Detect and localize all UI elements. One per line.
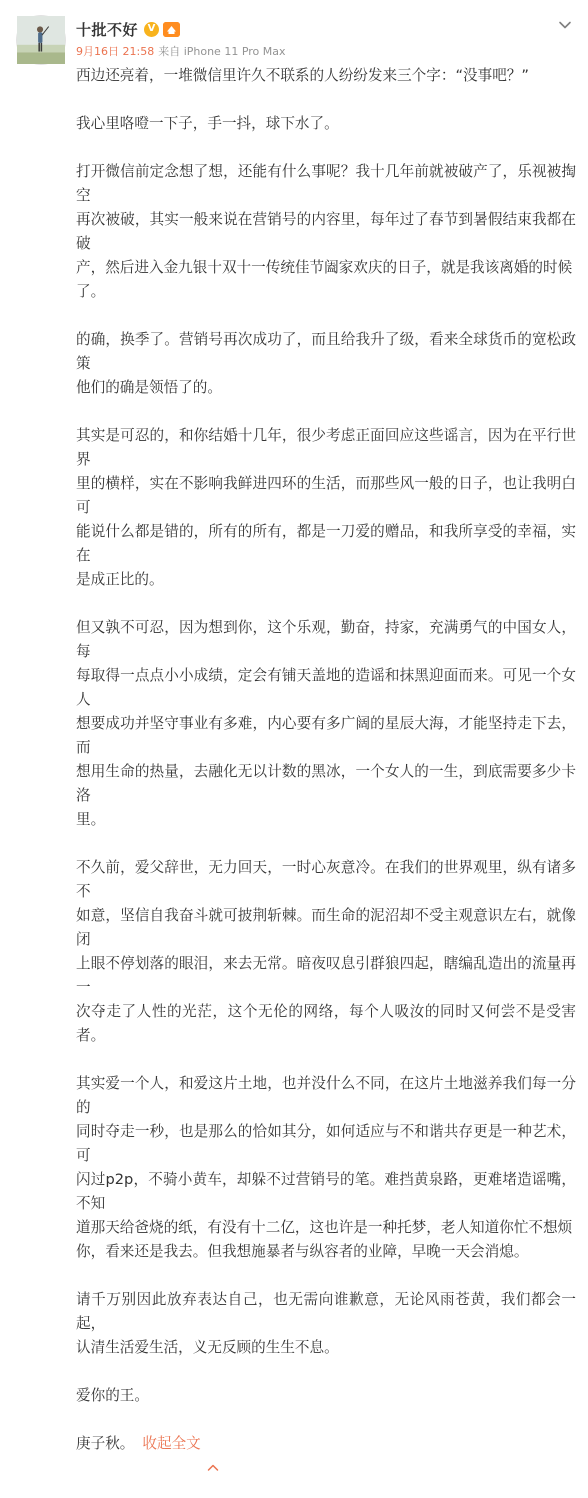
post-header xyxy=(0,0,588,66)
verified-badge-icon: V xyxy=(144,22,159,37)
author-name[interactable]: 十批不好 xyxy=(76,20,139,39)
post-meta xyxy=(76,43,286,59)
post-paragraph: 不久前，爱父辞世，无力回天，一时心灰意冷。在我们的世界观里，纵有诸多不 如意，坚信自我奋斗就可披荆斩棘。而生命的泥沼却不受主观意识左右，就像闭 上眼不停划落的眼泪，来去无常。暗夜叹息引群狼四起，瞎编乱造出的流量再一 次夺走了人性的光茫，这个无伦的网络，每个人吸汝的同时又何尝不是受害者。 xyxy=(76,859,576,1044)
author-row xyxy=(76,18,180,40)
post-paragraph: 西边还亮着，一堆微信里许久不联系的人纷纷发来三个字：“没事吧？” xyxy=(76,67,529,84)
chevron-down-icon[interactable] xyxy=(556,16,574,34)
chevron-up-icon[interactable] xyxy=(207,1438,219,1450)
post-body xyxy=(76,64,576,1456)
post-signoff: 庚子秋。 xyxy=(76,1435,135,1452)
collapse-button[interactable] xyxy=(142,1432,218,1456)
post-paragraph: 爱你的王。 xyxy=(76,1387,149,1404)
post-source: 来自 iPhone 11 Pro Max xyxy=(158,45,286,58)
post-paragraph: 但又孰不可忍，因为想到你，这个乐观，勤奋，持家，充满勇气的中国女人，每 每取得一点点小小成绩，定会有铺天盖地的造谣和抹黑迎面而来。可见一个女人 想要成功并坚守事业有多难，内心要有多广阔的星辰大海，才能坚持走下去，而 想用生命的热量，去融化无以计数的黑冰，一个女人的一生，到底需要多少卡洛 里。 xyxy=(76,619,576,828)
avatar-image xyxy=(17,16,65,64)
post-paragraph: 打开微信前定念想了想，还能有什么事呢？我十几年前就被破产了，乐视被掏空 再次被破，其实一般来说在营销号的内容里，每年过了春节到暑假结束我都在破 产，然后进入金九银十双十一传统佳节阖家欢庆的日子，就是我该离婚的时候 了。 xyxy=(76,163,576,300)
post-paragraph: 其实是可忍的，和你结婚十几年，很少考虑正面回应这些谣言，因为在平行世界 里的横样，实在不影响我鲜进四环的生活，而那些风一般的日子，也让我明白可 能说什么都是错的，所有的所有，都是一刀爱的赠品，和我所享受的幸福，实在 是成正比的。 xyxy=(76,427,576,588)
collapse-label[interactable]: 收起全文 xyxy=(142,1435,201,1452)
avatar[interactable] xyxy=(16,15,66,65)
post-paragraph: 其实爱一个人，和爱这片土地，也并没什么不同，在这片土地滋养我们每一分的 同时夺走一秒，也是那么的恰如其分，如何适应与不和谐共存更是一种艺术，可 闪过p2p，不骑小黄车，却躲不过营销号的笔。难挡黄泉路，更难堵造谣嘴，不知 道那天给爸烧的纸，有没有十二亿，这也许是一种托梦，老人知道你忙不想烦 你，看来还是我去。但我想施暴者与纵容者的业障，早晚一天会消熄。 xyxy=(76,1075,576,1260)
post-paragraph: 我心里咯噔一下子，手一抖，球下水了。 xyxy=(76,115,339,132)
post-paragraph: 的确，换季了。营销号再次成功了，而且给我升了级，看来全球货币的宽松政策 他们的确是领悟了的。 xyxy=(76,331,576,396)
level-badge-icon xyxy=(163,22,180,37)
post-paragraph: 请千万别因此放弃表达自己，也无需向谁歉意，无论风雨苍黄，我们都会一起， 认清生活爱生活，义无反顾的生生不息。 xyxy=(76,1291,576,1356)
post-time[interactable]: 9月16日 21:58 xyxy=(76,45,155,58)
signoff-row xyxy=(76,1432,576,1456)
